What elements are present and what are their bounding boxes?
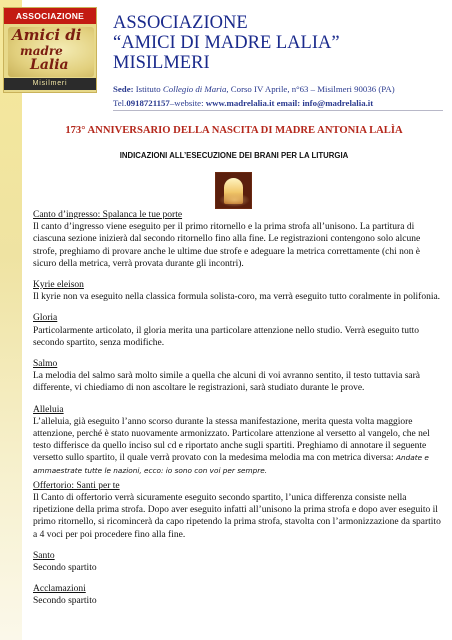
section-offertorio	[33, 480, 441, 541]
logo-town: Misilmeri	[4, 78, 96, 90]
org-title-line-3: MISILMERI	[113, 53, 210, 73]
contact-line	[113, 96, 443, 110]
section-alleluia	[33, 404, 441, 477]
organization-title	[113, 13, 443, 73]
section-body: La melodia del salmo sarà molto simile a quella che alcuni di voi avranno sentito, il testo tuttavia sarà differente, vi chiediamo di non ascoltare le registrazioni, sarà studiato durante le prove.	[33, 371, 421, 394]
section-title: Offertorio: Santi per te	[33, 480, 120, 491]
section-body: Secondo spartito	[33, 596, 97, 607]
sede-label: Sede:	[113, 84, 134, 94]
logo-band: ASSOCIAZIONE	[4, 8, 96, 24]
email-label: email:	[274, 98, 303, 108]
section-title: Salmo	[33, 359, 58, 370]
tel-label: Tel.	[113, 98, 127, 108]
logo-line-3: Lalia	[30, 57, 69, 73]
website-label: –website:	[169, 98, 206, 108]
section-title: Canto d’ingresso: Spalanca le tue porte	[33, 210, 183, 220]
association-logo	[3, 7, 97, 93]
header-divider	[113, 110, 443, 111]
section-body: Il kyrie non va eseguito nella classica formula solista-coro, ma verrà eseguito tutto coralmente in polifonia.	[33, 292, 441, 303]
section-gloria	[33, 312, 441, 349]
section-title: Acclamazioni	[33, 584, 86, 595]
logo-line-1: Amici di	[12, 26, 82, 44]
section-title: Alleluia	[33, 404, 64, 415]
section-santo	[33, 550, 441, 574]
document-subtitle: INDICAZIONI ALL’ESECUZIONE DEI BRANI PER LA LITURGIA	[119, 151, 349, 160]
section-kyrie	[33, 279, 441, 303]
sede-text-1: Istituto	[133, 84, 163, 94]
section-body: Secondo spartito	[33, 563, 97, 574]
section-body: Il Canto di offertorio verrà sicuramente eseguito secondo spartito, l’unica differenza consiste nella ripetizione della prima strofa. Dopo aver eseguito infatti all’unisono la prima strofa e dopo aver eseguito il primo ritornello, si ricomincerà da capo ripetendo la prima strofa, stavolta con l’armonizzazione da spartito a 4 voci per poi procedere fino alla fine.	[33, 493, 441, 540]
sede-text-italic: Collegio di Maria	[162, 84, 227, 94]
section-body: Particolarmente articolato, il gloria merita una particolare attenzione nello studio. Verrà eseguito tutto secondo spartito, senza modifiche.	[33, 325, 420, 348]
alleluia-body-text: L’alleluia, già eseguito l’anno scorso durante la stessa manifestazione, merita questa volta maggiore attenzione, perché è stato nuovamente armonizzato. Particolare attenzione al versetto al vangelo, che nel testo differisce da quello inciso sul cd e riportato anche sugli spartiti. Preghiamo di annotare il seguente versetto sullo spartito, il quale verrà provato con la medesima melodia ma con metrica diversa:	[33, 416, 430, 464]
section-title: Gloria	[33, 313, 58, 324]
website-link[interactable]: www.madrelalia.it	[205, 98, 275, 108]
section-body	[33, 416, 441, 477]
email-link[interactable]: info@madrelalia.it	[302, 98, 374, 108]
organization-info	[113, 82, 443, 110]
chapel-glow	[219, 193, 250, 207]
anniversary-heading: 173° ANNIVERSARIO DELLA NASCITA DI MADRE ANTONIA LALÌA	[65, 125, 403, 136]
liturgy-instructions	[33, 209, 441, 617]
address-line	[113, 82, 443, 96]
alleluia-verse: Andate e ammaestrate tutte le nazioni, ecco: io sono con voi per sempre.	[33, 453, 429, 475]
section-body: Il canto d’ingresso viene eseguito per il primo ritornello e la prima strofa all’unisono. La partitura di ciascuna sezione inizierà dal secondo ritornello fino alla fine. Le registrazioni contengono solo alcune strofe, preghiamo di provare anche le ultime due strofe e adeguare la metrica correttamente (chi non è sicuro della metrica, verrà provata durante gli incontri).	[33, 222, 421, 269]
decorative-side-stripe	[0, 0, 22, 640]
org-title-line-2: “AMICI DI MADRE LALIA”	[113, 33, 340, 53]
tel-number: 0918721157	[126, 98, 170, 108]
section-acclamazioni	[33, 583, 441, 607]
org-title-line-1: ASSOCIAZIONE	[113, 13, 248, 33]
logo-line-2: madre	[20, 44, 63, 58]
section-title: Kyrie eleison	[33, 280, 84, 291]
sede-text-2: , Corso IV Aprile, n°63 – Misilmeri 90036 (PA)	[226, 84, 395, 94]
section-ingresso	[33, 209, 441, 270]
section-salmo	[33, 358, 441, 395]
chapel-image	[215, 172, 252, 209]
section-title: Santo	[33, 550, 55, 561]
